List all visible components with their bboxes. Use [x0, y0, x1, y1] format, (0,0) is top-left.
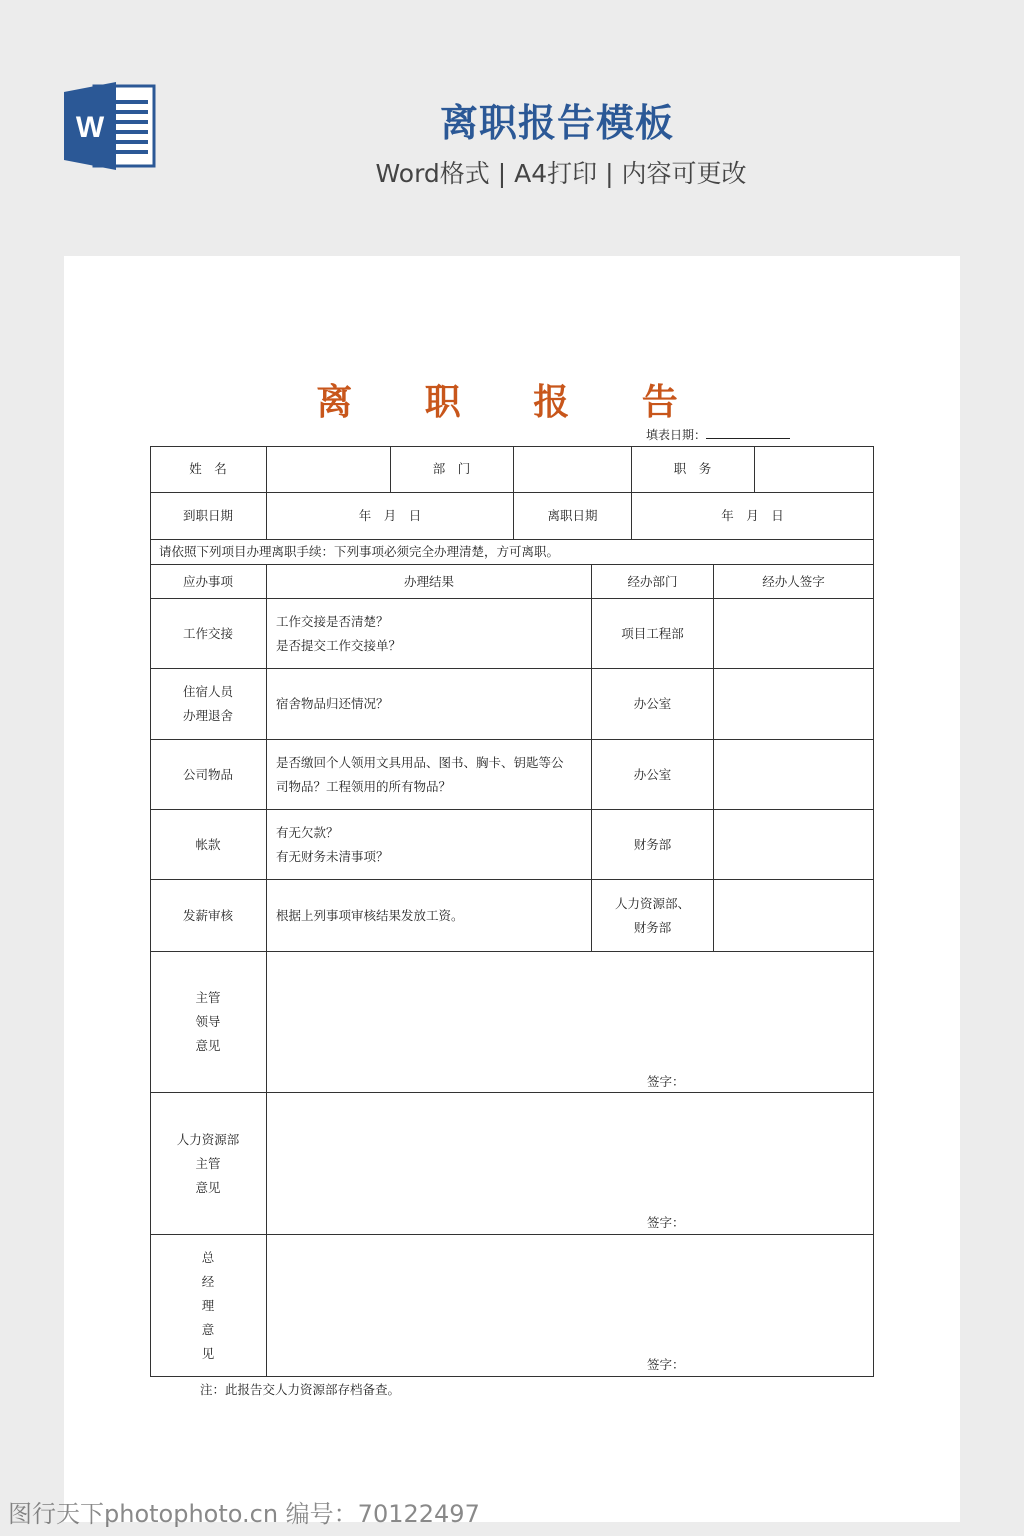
- item-dept: 办公室: [633, 766, 672, 782]
- watermark: 图行天下photophoto.cn 编号：70122497: [8, 1500, 480, 1528]
- column-header-signature: 经办人签字: [762, 573, 825, 589]
- item-dept: 办公室: [633, 696, 672, 711]
- leave-date-field[interactable]: 年 月 日: [721, 508, 784, 523]
- item-dept: 项目工程部: [621, 625, 684, 641]
- item-signature-field[interactable]: [714, 880, 873, 951]
- name-field[interactable]: [267, 446, 390, 492]
- page-subtitle: Word格式 | A4打印 | 内容可更改: [375, 159, 747, 188]
- document-title: 离 职 报 告: [316, 381, 708, 423]
- item-result: 是否缴回个人领用文具用品、图书、胸卡、钥匙等公 司物品？工程领用的所有物品？: [276, 754, 564, 794]
- item-dept: 人力资源部、 财务部: [614, 895, 690, 935]
- fill-date-label: 填表日期：: [646, 428, 707, 442]
- column-header-result: 办理结果: [403, 573, 454, 589]
- hire-date-label: 到职日期: [182, 508, 233, 523]
- item-result: 宿舍物品归还情况？: [276, 696, 389, 711]
- position-label: 职 务: [673, 461, 712, 476]
- opinion-label: 总 经 理 意 见: [201, 1249, 215, 1361]
- opinion-field[interactable]: [267, 1235, 873, 1376]
- dept-label: 部 门: [432, 461, 471, 476]
- item-result: 工作交接是否清楚？ 是否提交工作交接单？: [276, 613, 402, 653]
- item-label: 工作交接: [182, 625, 233, 641]
- item-signature-field[interactable]: [714, 740, 873, 809]
- item-label: 帐款: [195, 836, 221, 852]
- name-label: 姓 名: [189, 461, 227, 476]
- opinion-field[interactable]: [267, 952, 873, 1092]
- opinion-label: 主管 领导 意见: [195, 990, 221, 1053]
- footnote: 注：此报告交人力资源部存档备查。: [200, 1382, 401, 1397]
- item-signature-field[interactable]: [714, 669, 873, 739]
- item-label: 发薪审核: [182, 907, 233, 923]
- dept-field[interactable]: [514, 446, 631, 492]
- fill-date-blank[interactable]: [706, 428, 790, 439]
- column-header-item: 应办事项: [182, 573, 233, 589]
- word-icon-letter: W: [75, 111, 105, 144]
- opinion-field[interactable]: [267, 1093, 873, 1234]
- signature-label: 签字：: [647, 1215, 685, 1230]
- leave-date-label: 离职日期: [547, 508, 598, 523]
- item-result: 根据上列事项审核结果发放工资。: [276, 907, 464, 923]
- item-signature-field[interactable]: [714, 599, 873, 668]
- signature-label: 签字：: [647, 1357, 685, 1372]
- position-field[interactable]: [755, 446, 873, 492]
- item-dept: 财务部: [633, 836, 672, 852]
- opinion-label: 人力资源部 主管 意见: [176, 1131, 240, 1195]
- column-header-dept: 经办部门: [627, 573, 678, 589]
- hire-date-field[interactable]: 年 月 日: [358, 508, 422, 523]
- item-label: 住宿人员 办理退舍: [182, 684, 233, 723]
- signature-label: 签字：: [647, 1074, 685, 1089]
- item-label: 公司物品: [182, 766, 233, 782]
- fill-date: [646, 426, 790, 443]
- resignation-form-table: [150, 446, 874, 1377]
- page-title: 离职报告模板: [439, 101, 674, 145]
- item-result: 有无欠款？ 有无财务未清事项？: [276, 824, 389, 864]
- item-signature-field[interactable]: [714, 810, 873, 879]
- instruction-text: 请依照下列项目办理离职手续：下列事项必须完全办理清楚，方可离职。: [159, 544, 560, 559]
- header: [0, 0, 1024, 240]
